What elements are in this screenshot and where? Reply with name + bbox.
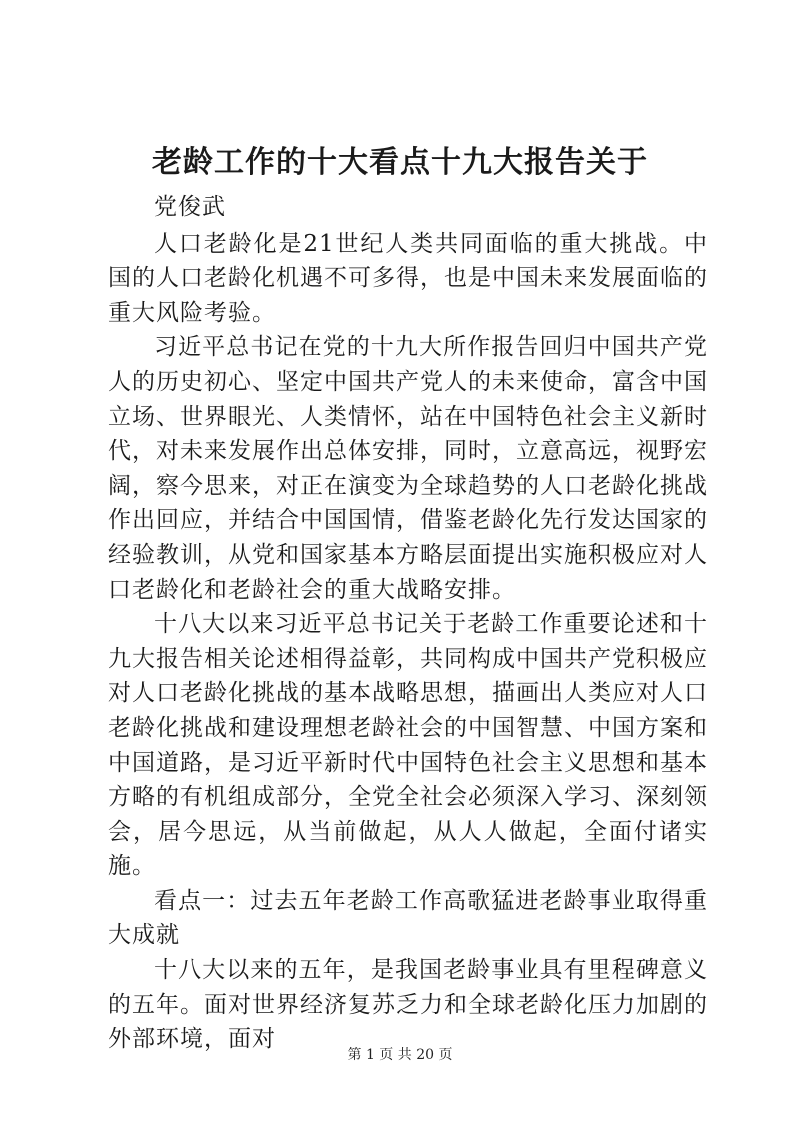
paragraph-2: 习近平总书记在党的十九大所作报告回归中国共产党人的历史初心、坚定中国共产党人的未来使命，富含中国立场、世界眼光、人类情怀，站在中国特色社会主义新时代，对未来发展作出总体安排，同时，立意高远，视野宏阔，察今思来，对正在演变为全球趋势的人口老龄化挑战作出回应，并结合中国国情，借鉴老龄化先行发达国家的经验教训，从党和国家基本方略层面提出实施积极应对人口老龄化和老龄社会的重大战略安排。 (108, 334, 708, 603)
document-body (108, 190, 708, 1057)
section-heading-1: 看点一：过去五年老龄工作高歌猛进老龄事业取得重大成就 (108, 887, 708, 949)
page-number-footer: 第 1 页 共 20 页 (347, 1047, 453, 1063)
paragraph-4: 十八大以来的五年，是我国老龄事业具有里程碑意义的五年。面对世界经济复苏乏力和全球老龄化压力加剧的外部环境，面对 (108, 957, 708, 1053)
paragraph-3: 十八大以来习近平总书记关于老龄工作重要论述和十九大报告相关论述相得益彰，共同构成中国共产党积极应对人口老龄化挑战的基本战略思想，描画出人类应对人口老龄化挑战和建设理想老龄社会的中国智慧、中国方案和中国道路，是习近平新时代中国特色社会主义思想和基本方略的有机组成部分，全党全社会必须深入学习、深刻领会，居今思远，从当前做起，从人人做起，全面付诸实施。 (108, 611, 708, 880)
document-title: 老龄工作的十大看点十九大报告关于 (152, 145, 648, 180)
author-line: 党俊武 (154, 194, 226, 220)
paragraph-1: 人口老龄化是21世纪人类共同面临的重大挑战。中国的人口老龄化机遇不可多得，也是中国未来发展面临的重大风险考验。 (108, 230, 708, 326)
